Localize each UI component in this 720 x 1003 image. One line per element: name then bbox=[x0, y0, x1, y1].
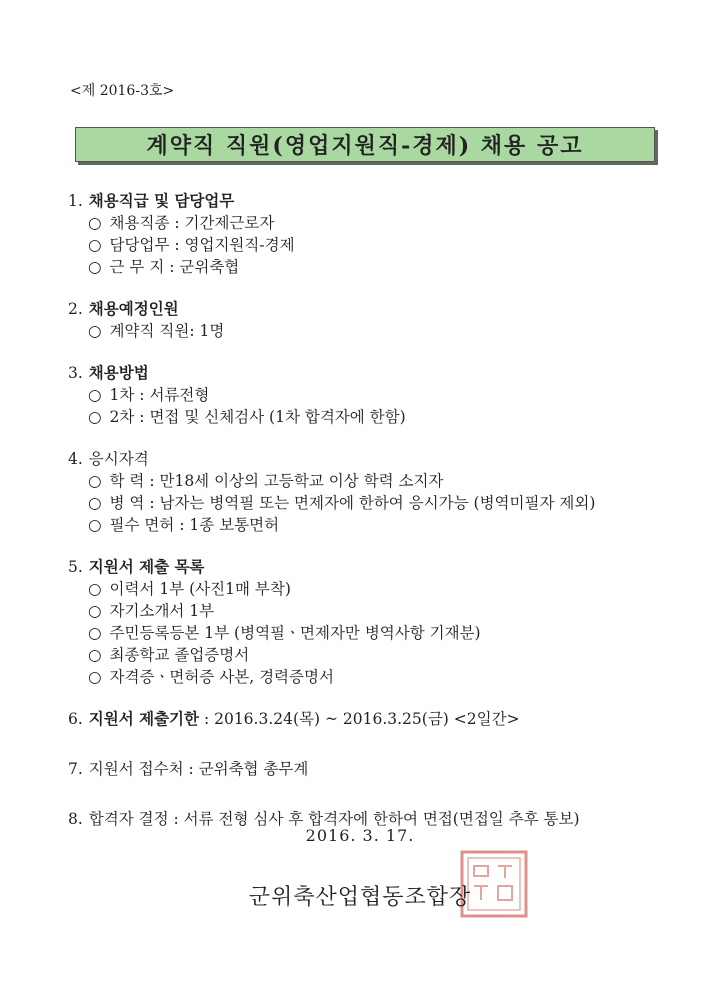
section-title: 응시자격 bbox=[88, 450, 149, 468]
list-item-text: 계약직 직원: 1명 bbox=[109, 322, 225, 340]
circle-bullet-icon: ○ bbox=[88, 668, 102, 686]
list-item bbox=[68, 578, 688, 600]
circle-bullet-icon: ○ bbox=[88, 236, 102, 254]
section-heading bbox=[68, 190, 688, 212]
list-item bbox=[68, 492, 688, 514]
section-3 bbox=[68, 362, 688, 428]
circle-bullet-icon: ○ bbox=[88, 516, 102, 534]
circle-bullet-icon: ○ bbox=[88, 494, 102, 512]
circle-bullet-icon: ○ bbox=[88, 386, 102, 404]
circle-bullet-icon: ○ bbox=[88, 408, 102, 426]
section-number: 5. bbox=[68, 558, 83, 576]
list-item bbox=[68, 406, 688, 428]
issue-date: 2016. 3. 17. bbox=[305, 826, 415, 845]
notice-body bbox=[68, 190, 688, 858]
list-item-text: 담당업무 : 영업지원직-경제 bbox=[109, 236, 295, 254]
decision-text: 합격자 결정 : 서류 전형 심사 후 합격자에 한하여 면접(면접일 추후 통보) bbox=[88, 810, 580, 828]
section-6-deadline bbox=[68, 708, 688, 730]
section-number: 1. bbox=[68, 192, 83, 210]
section-title: 채용방법 bbox=[88, 363, 149, 382]
list-item bbox=[68, 384, 688, 406]
list-item-text: 자기소개서 1부 bbox=[109, 602, 215, 620]
list-item bbox=[68, 470, 688, 492]
circle-bullet-icon: ○ bbox=[88, 214, 102, 232]
circle-bullet-icon: ○ bbox=[88, 258, 102, 276]
section-5 bbox=[68, 556, 688, 688]
document-number: <제 2016-3호> bbox=[70, 83, 175, 99]
list-item-text: 이력서 1부 (사진1매 부착) bbox=[109, 580, 291, 598]
list-item-text: 주민등록등본 1부 (병역필ㆍ면제자만 병역사항 기재분) bbox=[109, 624, 481, 642]
list-item-text: 최종학교 졸업증명서 bbox=[109, 646, 250, 664]
list-item bbox=[68, 320, 688, 342]
circle-bullet-icon: ○ bbox=[88, 472, 102, 490]
section-1 bbox=[68, 190, 688, 278]
list-item bbox=[68, 234, 688, 256]
list-item-text: 근 무 지 : 군위축협 bbox=[109, 258, 240, 276]
circle-bullet-icon: ○ bbox=[88, 602, 102, 620]
section-number: 2. bbox=[68, 300, 83, 318]
section-7-receipt bbox=[68, 758, 688, 780]
list-item-text: 자격증ㆍ면허증 사본, 경력증명서 bbox=[109, 668, 334, 686]
circle-bullet-icon: ○ bbox=[88, 646, 102, 664]
notice-title-box bbox=[75, 127, 655, 162]
section-4 bbox=[68, 448, 688, 536]
section-heading bbox=[68, 362, 688, 384]
list-item-text: 필수 면허 : 1종 보통면허 bbox=[109, 516, 280, 534]
organization-name: 군위축산업협동조합장 bbox=[248, 885, 472, 910]
section-number: 4. bbox=[68, 450, 83, 468]
circle-bullet-icon: ○ bbox=[88, 580, 102, 598]
section-heading bbox=[68, 448, 688, 470]
list-item-text: 학 력 : 만18세 이상의 고등학교 이상 학력 소지자 bbox=[109, 472, 444, 490]
list-item bbox=[68, 622, 688, 644]
list-item bbox=[68, 256, 688, 278]
list-item-text: 채용직종 : 기간제근로자 bbox=[109, 214, 275, 232]
section-heading bbox=[68, 298, 688, 320]
receipt-text: 지원서 접수처 : 군위축협 총무계 bbox=[88, 760, 309, 778]
circle-bullet-icon: ○ bbox=[88, 322, 102, 340]
circle-bullet-icon: ○ bbox=[88, 624, 102, 642]
section-number: 7. bbox=[68, 760, 83, 778]
list-item bbox=[68, 212, 688, 234]
section-title: 지원서 제출 목록 bbox=[88, 557, 205, 576]
section-number: 8. bbox=[68, 810, 83, 828]
list-item-text: 병 역 : 남자는 병역필 또는 면제자에 한하여 응시가능 (병역미필자 제외) bbox=[109, 494, 596, 512]
section-number: 3. bbox=[68, 364, 83, 382]
list-item bbox=[68, 666, 688, 688]
section-title: 채용직급 및 담당업무 bbox=[88, 191, 235, 210]
list-item bbox=[68, 600, 688, 622]
section-number: 6. bbox=[68, 710, 83, 728]
deadline-value: : 2016.3.24(목) ~ 2016.3.25(금) <2일간> bbox=[199, 710, 520, 728]
list-item bbox=[68, 644, 688, 666]
list-item bbox=[68, 514, 688, 536]
section-heading bbox=[68, 556, 688, 578]
deadline-label: 지원서 제출기한 bbox=[88, 709, 200, 728]
list-item-text: 1차 : 서류전형 bbox=[109, 386, 210, 404]
notice-title: 계약직 직원(영업지원직-경제) 채용 공고 bbox=[146, 133, 584, 159]
section-2 bbox=[68, 298, 688, 342]
section-title: 채용예정인원 bbox=[88, 299, 179, 318]
list-item-text: 2차 : 면접 및 신체검사 (1차 합격자에 한함) bbox=[109, 408, 406, 426]
